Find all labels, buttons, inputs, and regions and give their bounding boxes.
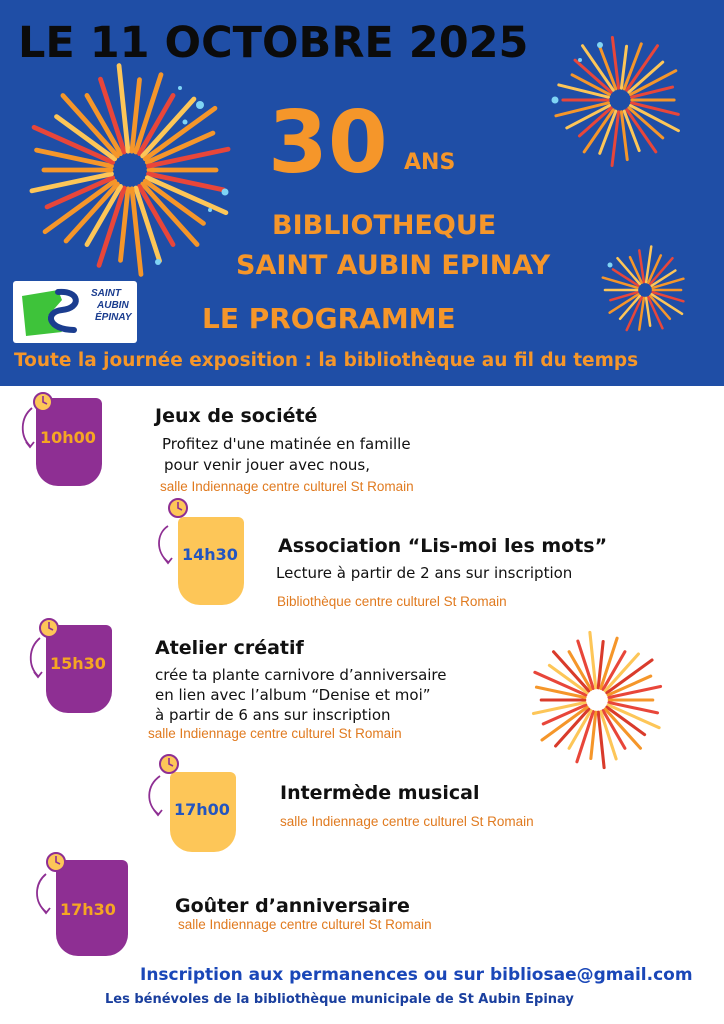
- event-location: salle Indiennage centre culturel St Romain: [280, 814, 534, 829]
- event-description: Profitez d'une matinée en famille: [162, 435, 411, 453]
- exhibition-subtitle: Toute la journée exposition : la bibliothèque au fil du temps: [14, 350, 639, 371]
- time-label: 14h30: [182, 545, 238, 564]
- event-location: salle Indiennage centre culturel St Romain: [160, 479, 414, 494]
- logo-line3: ÉPINAY: [95, 312, 132, 323]
- time-label: 17h30: [60, 900, 116, 919]
- registration-info: Inscription aux permanences ou sur bibliosae@gmail.com: [140, 965, 693, 985]
- programme-heading: LE PROGRAMME: [202, 302, 456, 335]
- event-location: salle Indiennage centre culturel St Romain: [178, 917, 432, 932]
- event-location: salle Indiennage centre culturel St Romain: [148, 726, 402, 741]
- event-title: Association “Lis-moi les mots”: [278, 535, 608, 557]
- anniversary-unit: ANS: [404, 150, 456, 175]
- event-description: en lien avec l’album “Denise et moi”: [155, 686, 431, 704]
- logo-text: [91, 288, 139, 324]
- credits-line: Les bénévoles de la bibliothèque municipale de St Aubin Epinay: [105, 992, 574, 1007]
- event-location: Bibliothèque centre culturel St Romain: [277, 594, 507, 609]
- event-title: Intermède musical: [280, 782, 480, 804]
- anniversary-number: 30: [268, 93, 388, 193]
- logo-line2: AUBIN: [97, 300, 129, 311]
- event-title: Jeux de société: [155, 405, 318, 427]
- event-description: crée ta plante carnivore d’anniversaire: [155, 666, 447, 684]
- event-description: pour venir jouer avec nous,: [164, 456, 370, 474]
- logo-mark-icon: [18, 286, 90, 340]
- event-title: Goûter d’anniversaire: [175, 895, 410, 917]
- time-label: 10h00: [40, 428, 96, 447]
- time-label: 15h30: [50, 654, 106, 673]
- event-description: Lecture à partir de 2 ans sur inscription: [276, 564, 573, 582]
- event-date-title: LE 11 OCTOBRE 2025: [18, 18, 529, 68]
- logo-line1: SAINT: [91, 288, 121, 299]
- event-title: Atelier créatif: [155, 637, 304, 659]
- event-description: à partir de 6 ans sur inscription: [155, 706, 391, 724]
- library-title: BIBLIOTHEQUE: [272, 210, 497, 241]
- library-location: SAINT AUBIN EPINAY: [236, 250, 551, 281]
- time-label: 17h00: [174, 800, 230, 819]
